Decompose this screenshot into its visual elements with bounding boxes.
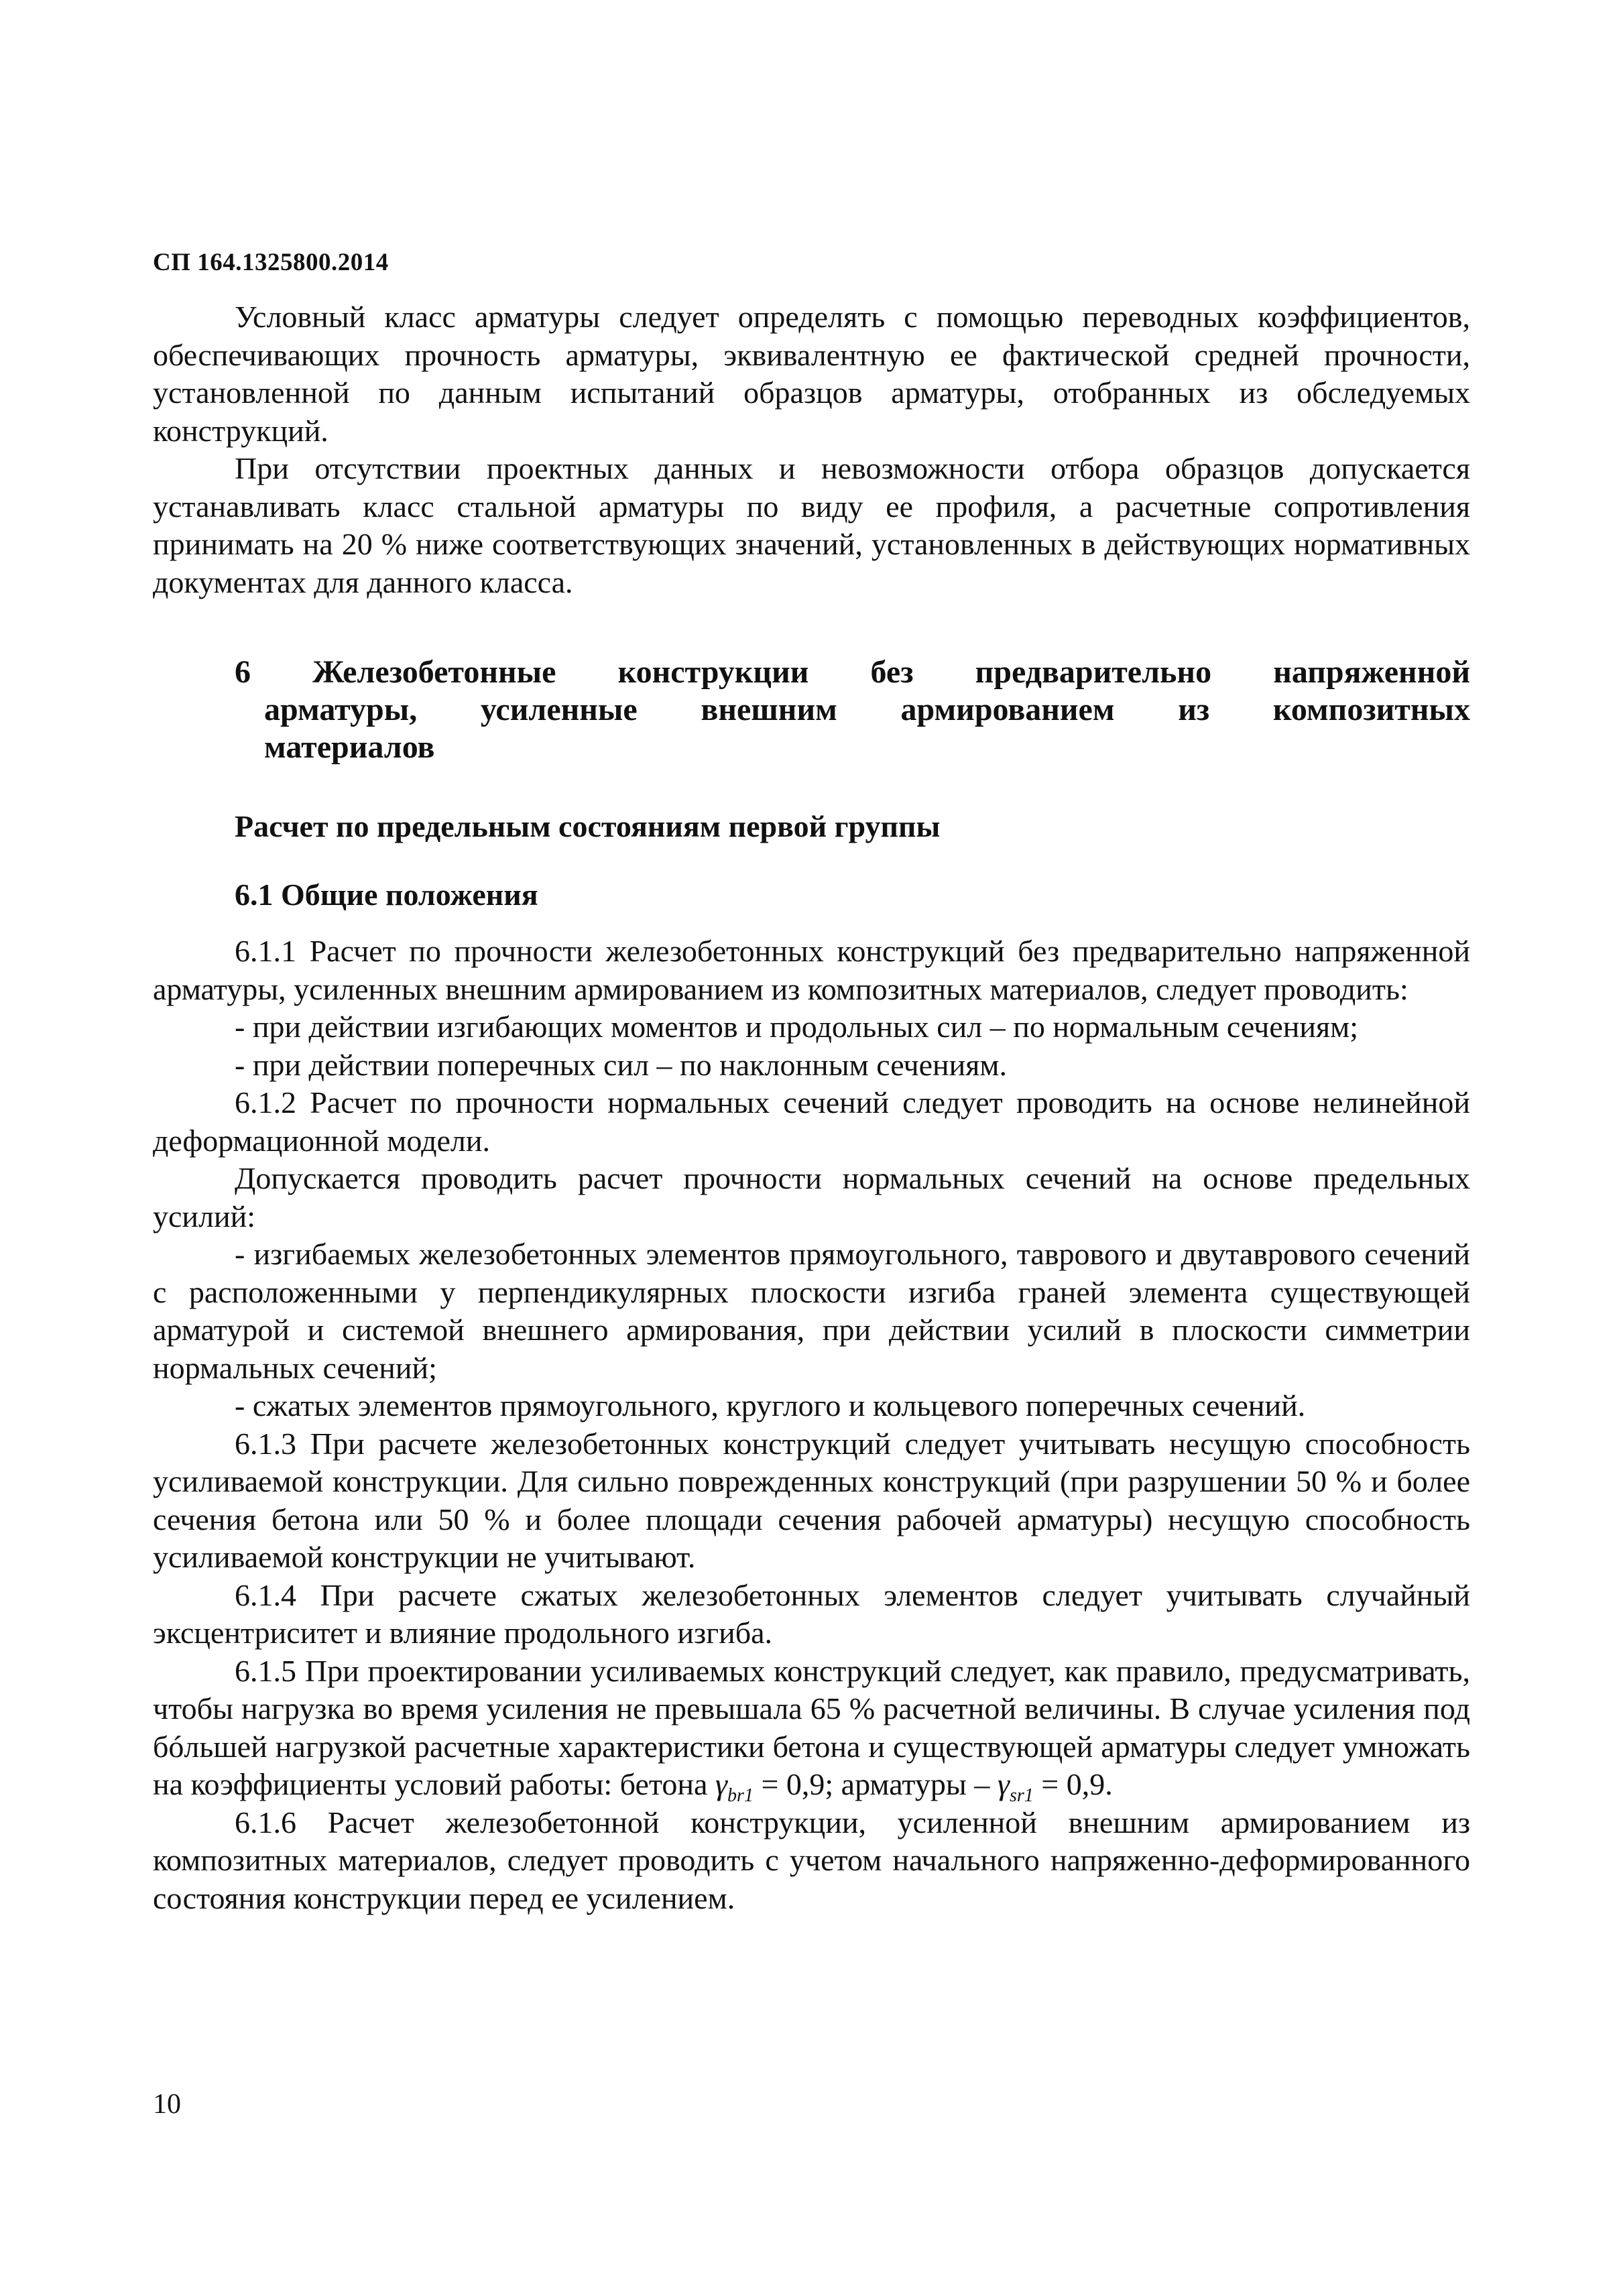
section-title-line-2: арматуры, усиленные внешним армированием из композитных bbox=[264, 692, 1470, 727]
clause-6-1-6: 6.1.6 Расчет железобетонной конструкции, усиленной внешним армированием из композитных материалов, следует проводить с учетом начального напряженно-деформированного состояния конструкции перед ее усилением. bbox=[153, 1805, 1470, 1915]
section-title-line-1: Железобетонные конструкции без предварительно напряженной bbox=[312, 654, 1470, 690]
clause-6-1-1: 6.1.1 Расчет по прочности железобетонных конструкций без предварительно напряженной арматуры, усиленных внешним армированием из композитных материалов, следует проводить: bbox=[153, 934, 1470, 1006]
clause-6-1-2-paragraph-2: Допускается проводить расчет прочности нормальных сечений на основе предельных усилий: bbox=[153, 1161, 1470, 1233]
clause-6-1-2-item-1: - изгибаемых железобетонных элементов прямоугольного, таврового и двутаврового сечений с расположенными у перпендикулярных плоскости изгиба граней элемента существующей арматурой и системой внешнего армирования, при действии усилий в плоскости симметрии нормальных сечений; bbox=[153, 1237, 1470, 1385]
subscript-br1: br1 bbox=[727, 1785, 754, 1807]
section-number: 6 bbox=[235, 654, 313, 690]
page-number: 10 bbox=[153, 2089, 181, 2120]
clause-6-1-2-item-2: - сжатых элементов прямоугольного, круглого и кольцевого поперечных сечений. bbox=[235, 1388, 1306, 1423]
clause-6-1-1-item-1: - при действии изгибающих моментов и продольных сил – по нормальным сечениям; bbox=[235, 1010, 1359, 1044]
clause-6-1-2: 6.1.2 Расчет по прочности нормальных сечений следует проводить на основе нелинейной деформационной модели. bbox=[153, 1085, 1470, 1158]
intro-paragraph-2: При отсутствии проектных данных и невозможности отбора образцов допускается устанавливать класс стальной арматуры по виду ее профиля, а расчетные сопротивления принимать на 20 % ниже соответствующих значений, установленных в действующих нормативных документах для данного класса. bbox=[153, 451, 1470, 599]
clause-6-1-4: 6.1.4 При расчете сжатых железобетонных элементов следует учитывать случайный эксцентриситет и влияние продольного изгиба. bbox=[153, 1577, 1470, 1650]
clause-6-1-3: 6.1.3 При расчете железобетонных конструкций следует учитывать несущую способность усиливаемой конструкции. Для сильно поврежденных конструкций (при разрушении 50 % и более сечения бетона или 50 % и более площади сечения рабочей арматуры) несущую способность усиливаемой конструкции не учитывают. bbox=[153, 1426, 1470, 1574]
clause-6-1-5 bbox=[153, 1652, 1470, 1807]
clause-6-1-1-item-2: - при действии поперечных сил – по наклонным сечениям. bbox=[235, 1047, 1008, 1082]
spacer bbox=[153, 766, 1470, 808]
coefficient-concrete-value: = 0,9; арматуры – bbox=[753, 1767, 998, 1801]
gamma-symbol: γ bbox=[997, 1767, 1010, 1801]
section-heading-line-1 bbox=[235, 654, 1470, 691]
gamma-symbol: γ bbox=[715, 1767, 728, 1801]
spacer bbox=[153, 914, 1470, 932]
spacer bbox=[153, 845, 1470, 876]
clause-6-1-5-text: 6.1.5 При проектировании усиливаемых конструкций следует, как правило, предусматривать, чтобы нагрузка во время усиления не превышала 65 % расчетной величины. В случае усиления под бóльшей нагрузкой расчетные характеристики бетона и существующей арматуры следует умножать на коэффициенты условий работы: бетона bbox=[153, 1653, 1470, 1801]
section-title-line-3: материалов bbox=[264, 729, 435, 765]
intro-paragraph-1: Условный класс арматуры следует определять с помощью переводных коэффициентов, обеспечивающих прочность арматуры, эквивалентную ее фактической средней прочности, установленной по данным испытаний образцов арматуры, отобранных из обследуемых конструкций. bbox=[153, 300, 1470, 448]
subscript-sr1: sr1 bbox=[1009, 1785, 1034, 1807]
section-heading bbox=[153, 654, 1470, 766]
subsection-heading: 6.1 Общие положения bbox=[235, 878, 538, 912]
document-body bbox=[153, 298, 1470, 1917]
document-code: СП 164.1325800.2014 bbox=[153, 249, 389, 276]
spacer bbox=[153, 601, 1470, 654]
group-subheading: Расчет по предельным состояниям первой группы bbox=[235, 809, 941, 843]
coefficient-rebar-value: = 0,9. bbox=[1033, 1767, 1113, 1801]
